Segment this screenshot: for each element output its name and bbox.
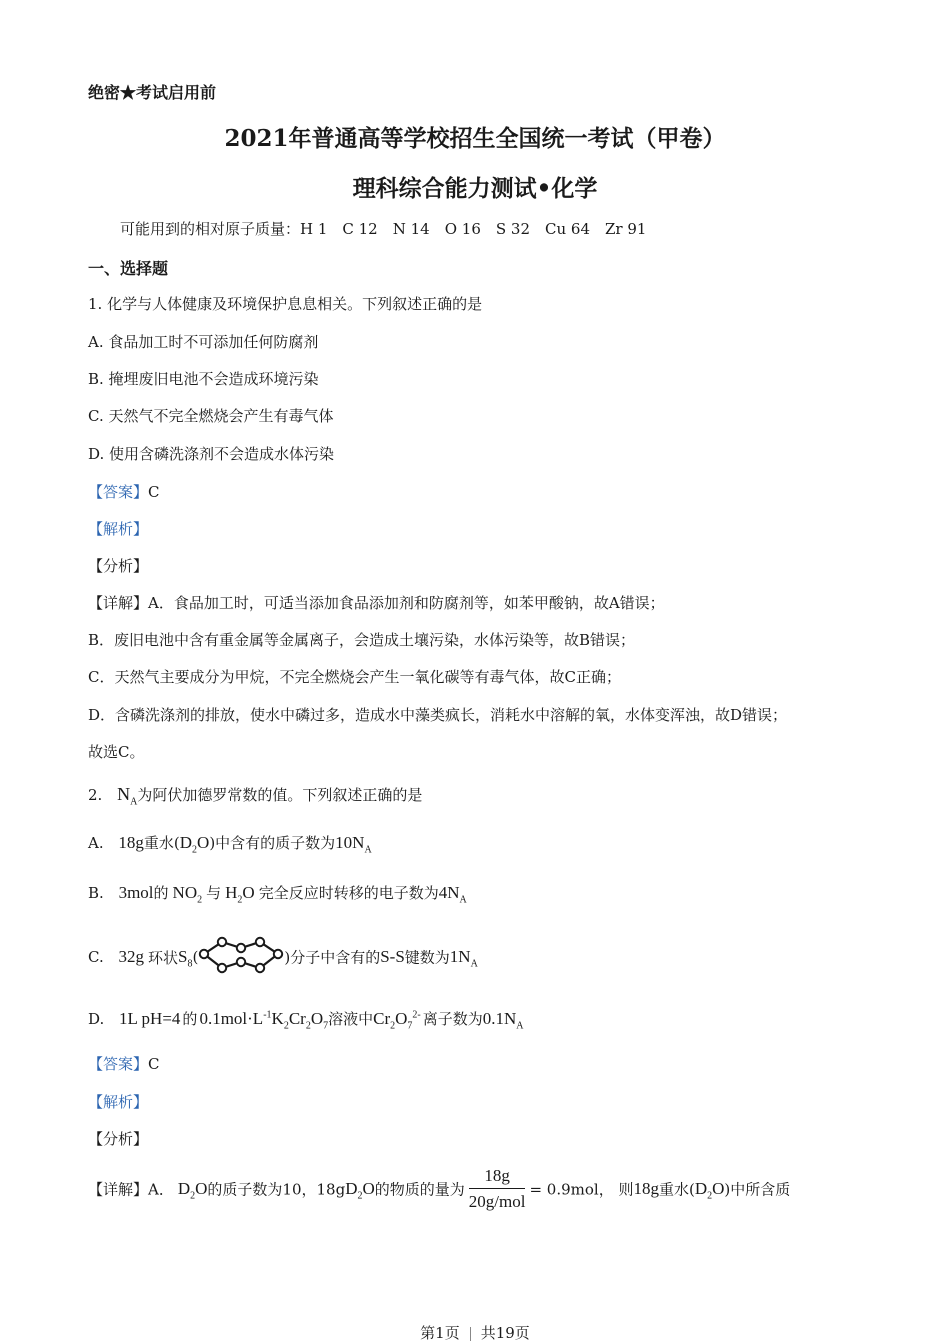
- q2-option-d: D. 1L pH=4 的 $0.1mol\cdot L^{-1}K_2Cr_2O_7$溶液中$Cr_2O_7^{2-}$ 离子数为$0.1N_A$: [88, 1009, 524, 1032]
- exam-subtitle: 理科综合能力测试•化学: [352, 175, 598, 202]
- q1-answer: [88, 481, 160, 502]
- page-number: 第1页: [420, 1324, 460, 1342]
- q2-option-c: C. 32g 环状$S_8$( )分子中含有的S-S键数为$1N_A$: [88, 934, 478, 980]
- q2-stem: 2. $N_A$为阿伏加德罗常数的值。下列叙述正确的是: [88, 784, 423, 808]
- page-footer: [0, 1322, 950, 1343]
- s8-ring-structure-image: [198, 934, 284, 980]
- q1-detail-c: C．天然气主要成分为甲烷，不完全燃烧会产生一氧化碳等有毒气体，故C正确；: [88, 668, 621, 686]
- q2-jiexi-label: 【解析】: [88, 1093, 149, 1111]
- fraction-mass-over-molar: $\frac{18g}{\text{20g/mol}}$: [468, 1166, 526, 1211]
- q2-answer: 【答案】C: [88, 1055, 160, 1073]
- secret-label: 绝密★考试启用前: [88, 83, 217, 102]
- footer-divider: [470, 1327, 471, 1341]
- answer-value: C: [148, 483, 160, 501]
- answer-label: 【答案】: [88, 483, 149, 501]
- q1-detail-a: 【详解】A．食品加工时，可适当添加食品添加剂和防腐剂等，如苯甲酸钠，故A错误；: [88, 594, 665, 612]
- atomic-mass-line: 可能用到的相对原子质量：H 1 C 12 N 14 O 16 S 32 Cu 64 Zr 91: [120, 220, 647, 238]
- q2-option-b: B. 3mol的 $NO_2$ 与 $H_2O$ 完全反应时转移的电子数为$4N_A$: [88, 883, 467, 906]
- q1-option-b: B. 掩埋废旧电池不会造成环境污染: [88, 370, 319, 388]
- exam-title: 2021年普通高等学校招生全国统一考试（甲卷）: [224, 125, 726, 152]
- q1-fenxi-label: 【分析】: [88, 557, 149, 575]
- q1-detail-d: D．含磷洗涤剂的排放，使水中磷过多，造成水中藻类疯长，消耗水中溶解的氧，水体变浑浊，故D错误；: [88, 706, 788, 724]
- q1-jiexi-label: 【解析】: [88, 520, 149, 538]
- detail-label: 【详解】: [88, 594, 149, 612]
- q1-detail-b: B．废旧电池中含有重金属等金属离子，会造成土壤污染，水体污染等，故B错误；: [88, 631, 636, 649]
- q1-option-d: D. 使用含磷洗涤剂不会造成水体污染: [88, 445, 335, 463]
- q2-option-a: A. 18g重水$(D_2O)$中含有的质子数为$10N_A$: [88, 833, 372, 856]
- q1-option-c: C. 天然气不完全燃烧会产生有毒气体: [88, 407, 334, 425]
- q2-fenxi-label: 【分析】: [88, 1130, 149, 1148]
- q1-conclusion: 故选C。: [88, 743, 145, 761]
- page-total: 共19页: [480, 1324, 530, 1342]
- na-symbol: $N_A$: [117, 784, 138, 808]
- q1-option-a: A. 食品加工时不可添加任何防腐剂: [88, 333, 319, 351]
- q1-stem: 1. 化学与人体健康及环境保护息息相关。下列叙述正确的是: [88, 295, 483, 313]
- q2-detail-a: 【详解】A． $D_2O$的质子数为10，$18gD_2O$的物质的量为 $\frac{18g}{\text{20g/mol}}$ = 0.9mol， 则18g重水$(D_2O)$中所含质: [88, 1166, 791, 1211]
- section-heading: 一、选择题: [88, 259, 169, 278]
